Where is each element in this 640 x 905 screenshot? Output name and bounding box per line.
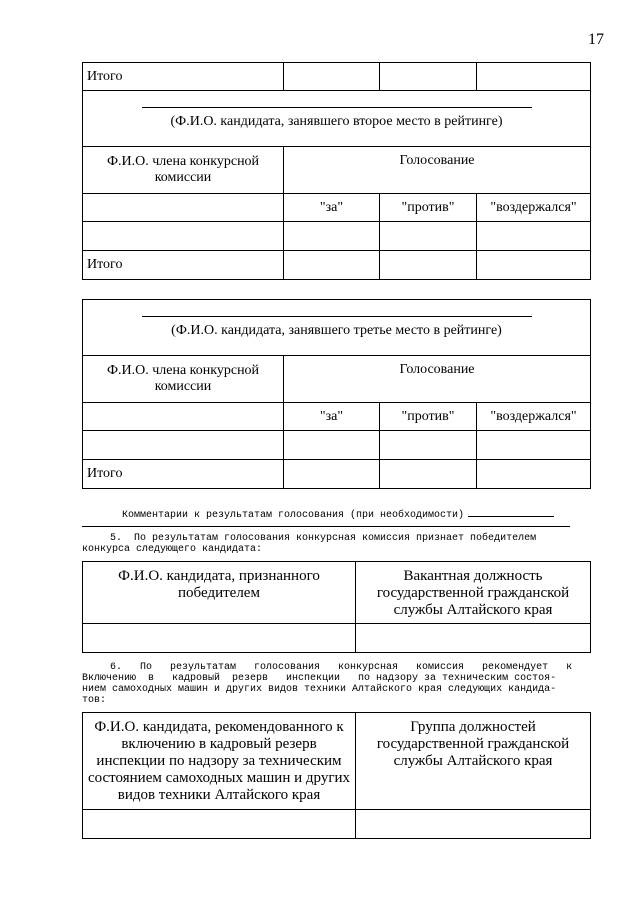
vote-for-cell[interactable] <box>284 222 380 251</box>
section5-line2: конкурса следующего кандидата: <box>82 544 263 555</box>
total-for-cell[interactable] <box>284 460 380 489</box>
winner-position-header: Вакантная должность государственной гражданской службы Алтайского края <box>356 562 591 624</box>
member-row <box>83 222 591 251</box>
candidate-caption: (Ф.И.О. кандидата, занявшего третье место в рейтинге) <box>171 323 502 338</box>
candidate-caption-cell <box>83 300 591 356</box>
section6-line3: нием самоходных машин и других видов техники Алтайского края следующих кандида- <box>82 684 557 695</box>
total-for-cell[interactable] <box>284 63 380 91</box>
vote-abstained-header: "воздержался" <box>477 194 591 222</box>
vote-against-cell[interactable] <box>380 222 477 251</box>
comments-line <box>122 508 554 521</box>
candidate-caption-cell <box>83 91 591 147</box>
total-row <box>83 460 591 489</box>
winner-name-header: Ф.И.О. кандидата, признанного победителем <box>83 562 356 624</box>
candidate-name-line[interactable] <box>142 107 532 108</box>
member-row <box>83 431 591 460</box>
winner-name-cell[interactable] <box>83 624 356 653</box>
total-abstained-cell[interactable] <box>477 251 591 280</box>
winner-table <box>82 561 591 653</box>
candidate-name-line[interactable] <box>142 316 532 317</box>
total-against-cell[interactable] <box>380 460 477 489</box>
third-candidate-table <box>82 299 591 489</box>
vote-abstained-cell[interactable] <box>477 431 591 460</box>
comments-fill-line[interactable] <box>468 508 554 517</box>
reserve-table <box>82 712 591 839</box>
total-abstained-cell[interactable] <box>477 63 591 91</box>
page-number: 17 <box>588 31 604 48</box>
reserve-group-cell[interactable] <box>356 810 591 839</box>
reserve-name-cell[interactable] <box>83 810 356 839</box>
voting-header: Голосование <box>284 147 591 194</box>
winner-row <box>83 624 591 653</box>
section6-line2: Включению в кадровый резерв инспекции по надзору за техническим состоя- <box>82 673 557 684</box>
winner-position-cell[interactable] <box>356 624 591 653</box>
total-row <box>83 63 591 91</box>
section6-line4: тов: <box>82 695 107 706</box>
reserve-group-header: Группа должностей государственной гражданской службы Алтайского края <box>356 713 591 810</box>
reserve-row <box>83 810 591 839</box>
first-candidate-table-tail <box>82 62 591 91</box>
member-name-cell[interactable] <box>83 222 284 251</box>
total-abstained-cell[interactable] <box>477 460 591 489</box>
total-label: Итого <box>83 63 284 91</box>
total-against-cell[interactable] <box>380 63 477 91</box>
vote-for-header: "за" <box>284 194 380 222</box>
blank-cell <box>83 403 284 431</box>
member-name-cell[interactable] <box>83 431 284 460</box>
section5-line1: 5. По результатам голосования конкурсная комиссия признает победителем <box>110 533 537 544</box>
vote-against-header: "против" <box>380 194 477 222</box>
member-header: Ф.И.О. члена конкурсной комиссии <box>83 356 284 403</box>
comments-continuation-line[interactable] <box>82 526 570 527</box>
total-row <box>83 251 591 280</box>
total-for-cell[interactable] <box>284 251 380 280</box>
total-against-cell[interactable] <box>380 251 477 280</box>
candidate-caption: (Ф.И.О. кандидата, занявшего второе место в рейтинге) <box>170 114 503 129</box>
vote-abstained-header: "воздержался" <box>477 403 591 431</box>
total-label: Итого <box>83 460 284 489</box>
blank-cell <box>83 194 284 222</box>
total-label: Итого <box>83 251 284 280</box>
member-header: Ф.И.О. члена конкурсной комиссии <box>83 147 284 194</box>
vote-for-header: "за" <box>284 403 380 431</box>
reserve-name-header: Ф.И.О. кандидата, рекомендованного к включению в кадровый резерв инспекции по надзору за техническим состоянием самоходных машин и других видов техники Алтайского края <box>83 713 356 810</box>
vote-for-cell[interactable] <box>284 431 380 460</box>
vote-abstained-cell[interactable] <box>477 222 591 251</box>
section6-line1: 6. По результатам голосования конкурсная комиссия рекомендует к <box>110 662 573 673</box>
vote-against-cell[interactable] <box>380 431 477 460</box>
voting-header: Голосование <box>284 356 591 403</box>
second-candidate-table <box>82 90 591 280</box>
comments-label: Комментарии к результатам голосования (при необходимости) <box>122 510 465 521</box>
vote-against-header: "против" <box>380 403 477 431</box>
